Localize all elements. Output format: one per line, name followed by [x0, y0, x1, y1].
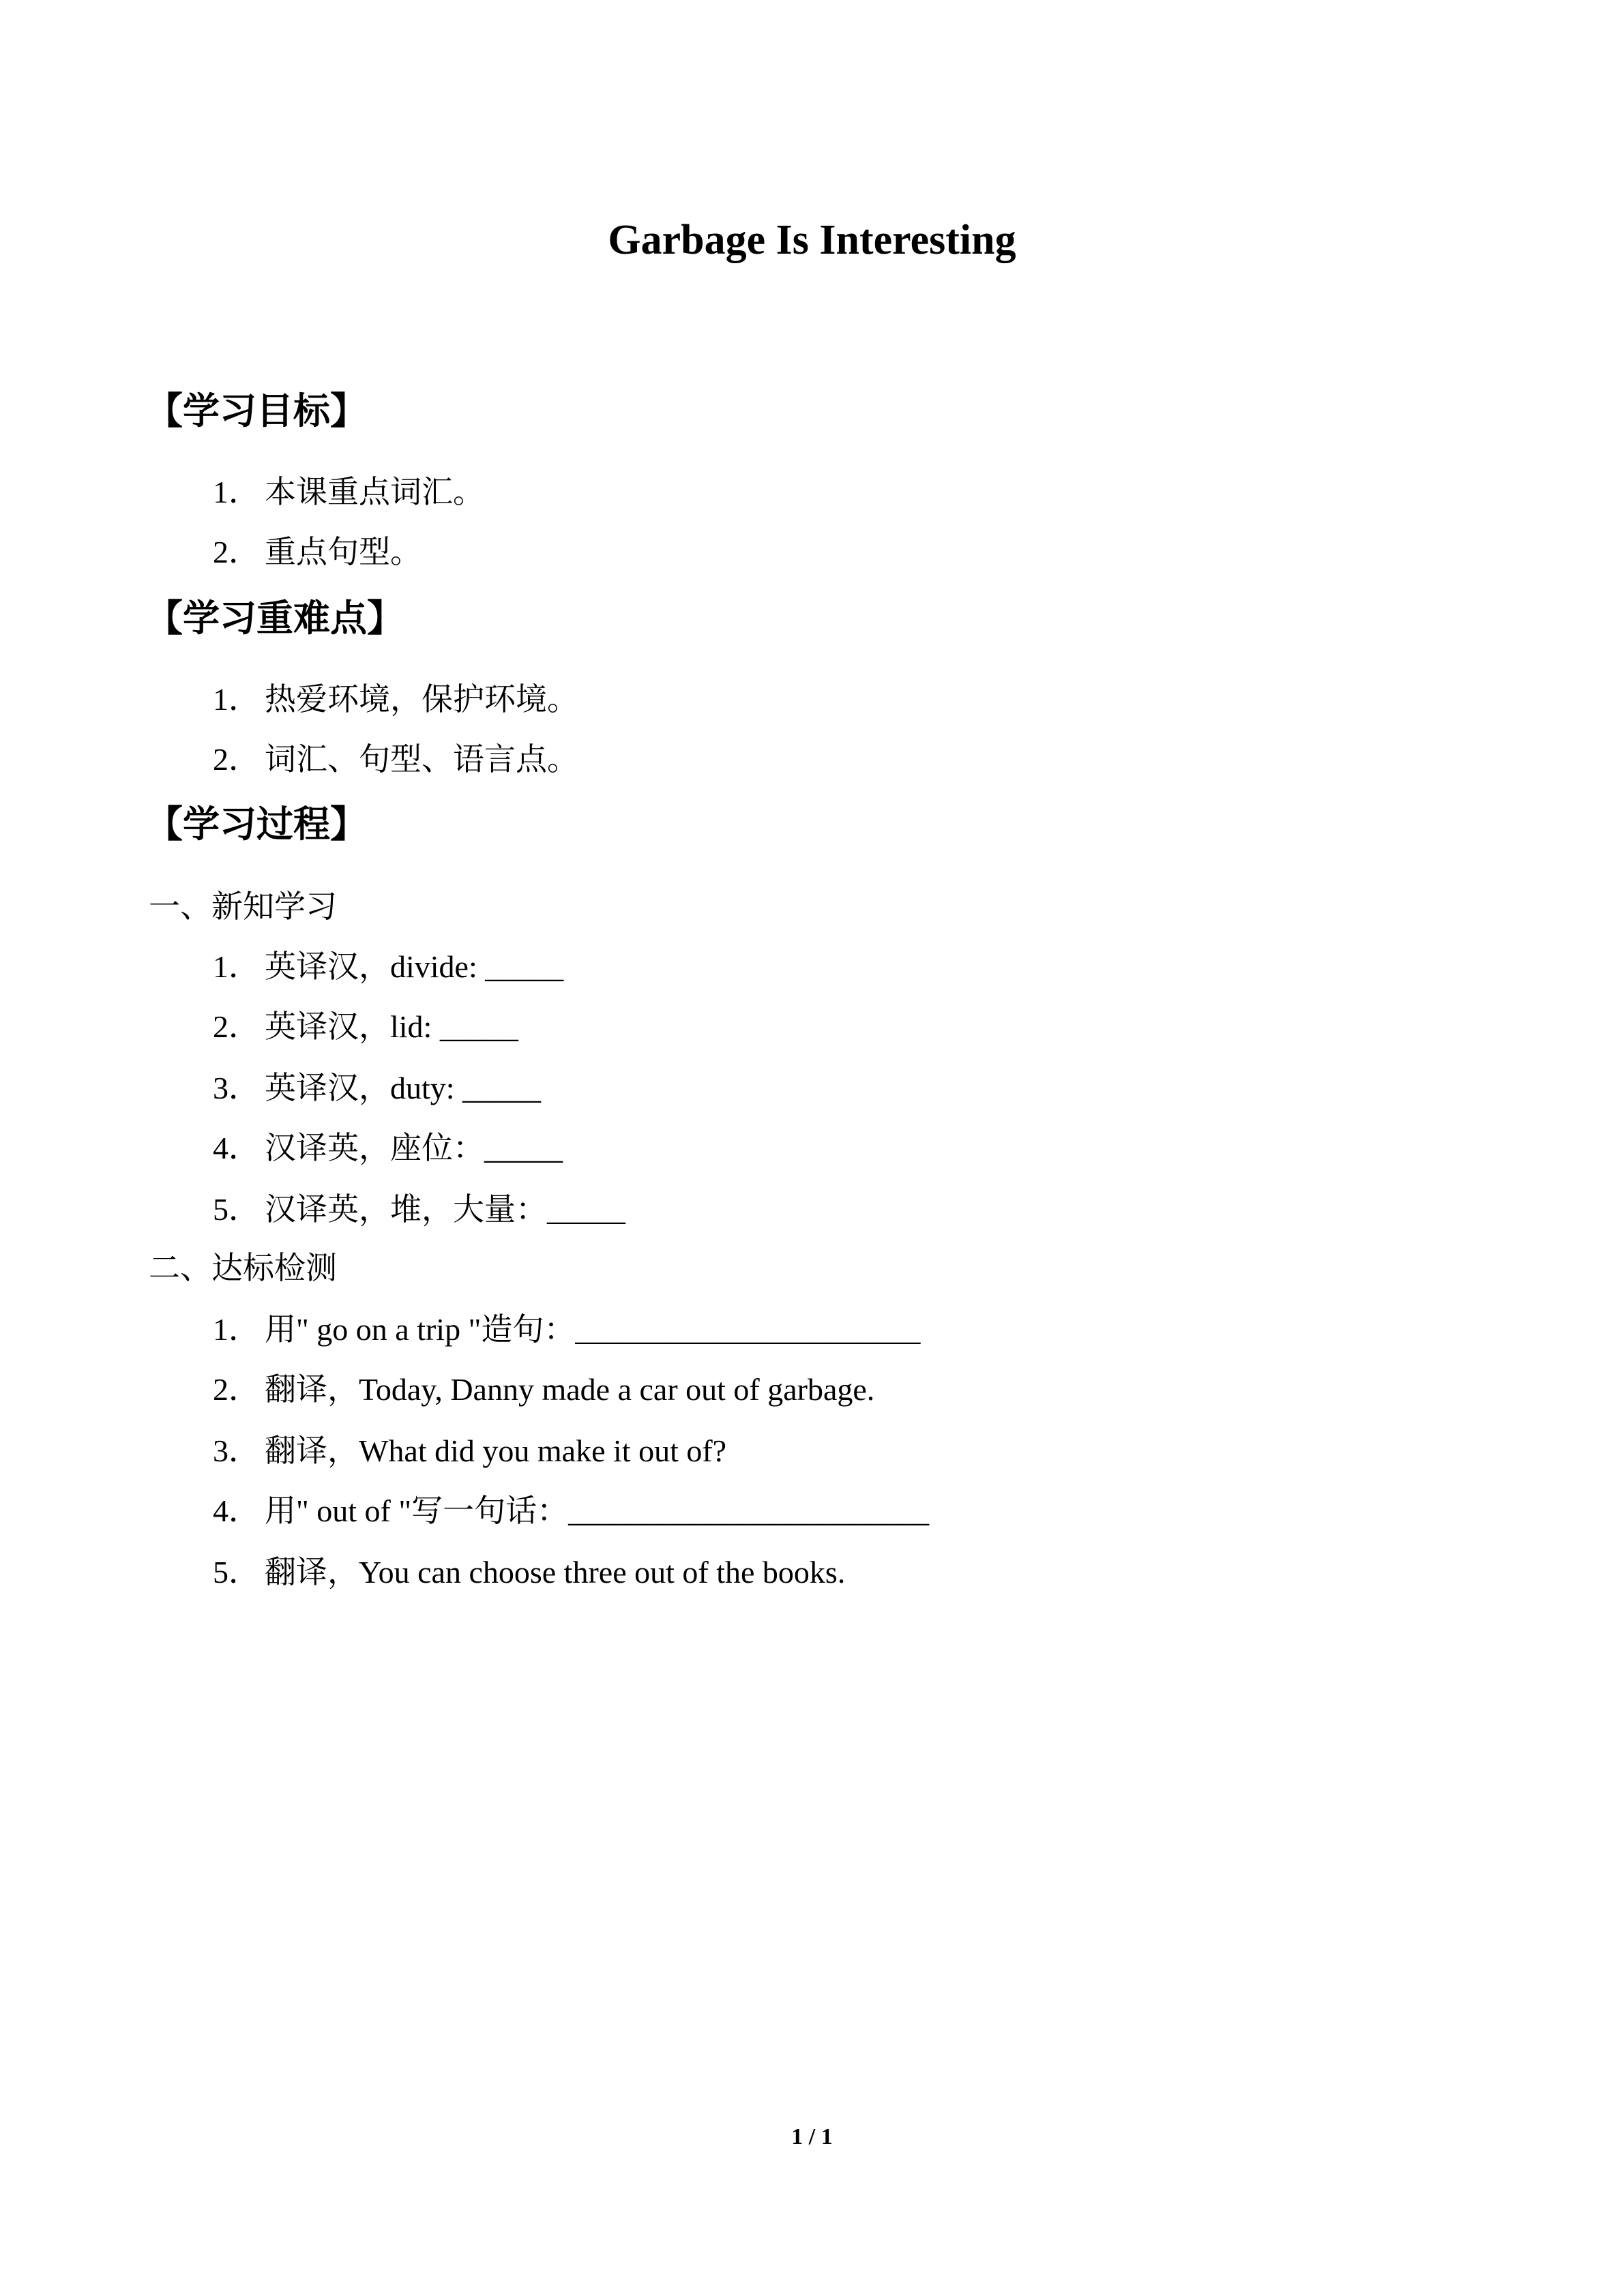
item-text: 翻译，What did you make it out of? — [265, 1433, 727, 1468]
item-number: 4． — [213, 1131, 260, 1165]
goal-item — [213, 532, 422, 573]
item-number: 5． — [213, 1555, 260, 1590]
section-title-new-knowledge: 一、新知学习 — [149, 889, 337, 924]
exercise-item — [213, 1128, 563, 1169]
key-point-item — [213, 679, 578, 720]
item-text: 用" out of "写一句话：_______________________ — [265, 1493, 930, 1528]
item-number: 1． — [213, 949, 260, 984]
item-number: 1． — [213, 1312, 260, 1347]
document-title: Garbage Is Interesting — [608, 217, 1016, 263]
assessment-item — [213, 1491, 929, 1532]
goal-item — [213, 472, 484, 513]
key-point-item — [213, 739, 578, 780]
assessment-item — [213, 1552, 845, 1593]
item-number: 2． — [213, 535, 260, 569]
exercise-item — [213, 1068, 541, 1109]
exercise-item — [213, 1007, 518, 1047]
item-text: 词汇、句型、语言点。 — [265, 742, 578, 777]
page-number: 1 / 1 — [791, 2124, 833, 2149]
item-text: 汉译英，座位：_____ — [265, 1131, 563, 1165]
item-text: 用" go on a trip "造句：______________________ — [265, 1312, 921, 1347]
assessment-item — [213, 1309, 920, 1350]
item-text: 重点句型。 — [265, 535, 422, 569]
item-text: 英译汉，divide: _____ — [265, 949, 564, 984]
item-text: 本课重点词汇。 — [265, 475, 484, 509]
item-number: 4． — [213, 1493, 260, 1528]
item-text: 英译汉，duty: _____ — [265, 1071, 542, 1105]
heading-key-points: 【学习重难点】 — [146, 597, 404, 640]
item-text: 汉译英，堆，大量：_____ — [265, 1192, 625, 1227]
item-text: 英译汉，lid: _____ — [265, 1009, 518, 1044]
item-number: 1． — [213, 475, 260, 509]
item-text: 热爱环境，保护环境。 — [265, 682, 578, 717]
item-number: 2． — [213, 742, 260, 777]
item-text: 翻译，You can choose three out of the books. — [265, 1555, 846, 1590]
item-number: 1． — [213, 682, 260, 717]
exercise-item — [213, 946, 563, 987]
item-number: 3． — [213, 1433, 260, 1468]
section-title-assessment: 二、达标检测 — [149, 1251, 337, 1285]
exercise-item — [213, 1189, 625, 1230]
item-number: 3． — [213, 1071, 260, 1105]
item-number: 5． — [213, 1192, 260, 1227]
heading-learning-goals: 【学习目标】 — [146, 389, 367, 432]
heading-learning-process: 【学习过程】 — [146, 803, 367, 846]
item-number: 2． — [213, 1009, 260, 1044]
assessment-item — [213, 1369, 874, 1410]
item-text: 翻译，Today, Danny made a car out of garbage. — [265, 1372, 875, 1407]
assessment-item — [213, 1431, 726, 1472]
item-number: 2． — [213, 1372, 260, 1407]
